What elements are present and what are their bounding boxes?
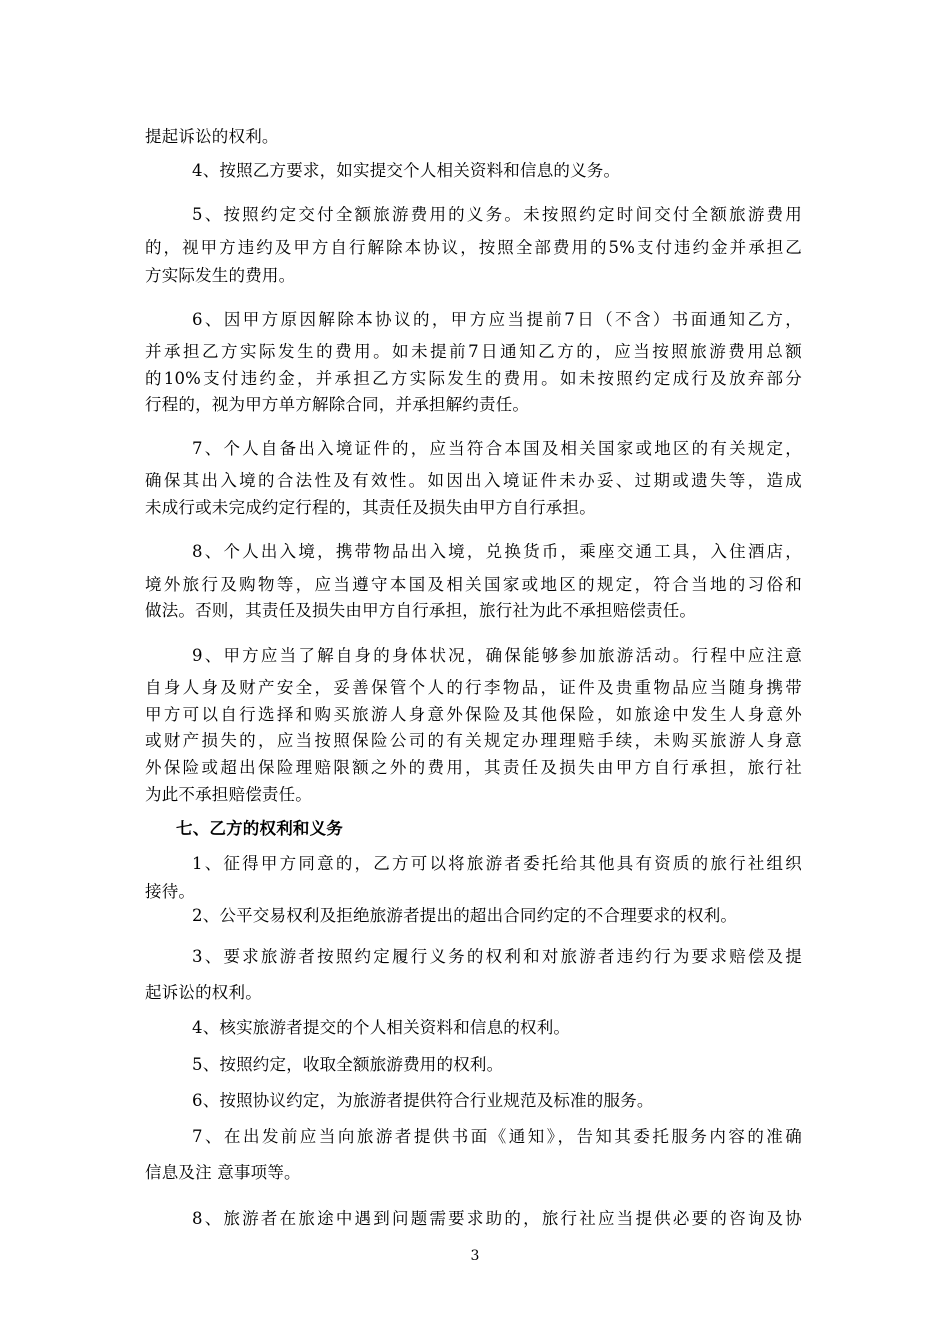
text-line: 为此不承担赔偿责任。: [145, 785, 312, 804]
text-line: 接待。: [145, 882, 196, 901]
section-heading: 七、乙方的权利和义务: [176, 819, 343, 838]
text-line: 6、因甲方原因解除本协议的，甲方应当提前7日（不含）书面通知乙方，: [192, 310, 802, 329]
text-line: 未成行或未完成约定行程的，其责任及损失由甲方自行承担。: [145, 498, 596, 517]
text-line: 8、旅游者在旅途中遇到问题需要求助的，旅行社应当提供必要的咨询及协: [192, 1209, 802, 1228]
text-line: 做法。否则，其责任及损失由甲方自行承担，旅行社为此不承担赔偿责任。: [145, 601, 697, 620]
text-line: 外保险或超出保险理赔限额之外的费用，其责任及损失由甲方自行承担，旅行社: [145, 758, 802, 777]
text-line: 行程的，视为甲方单方解除合同，并承担解约责任。: [145, 395, 530, 414]
text-line: 7、在出发前应当向旅游者提供书面《通知》，告知其委托服务内容的准确: [192, 1127, 802, 1146]
text-line: 自身人身及财产安全，妥善保管个人的行李物品，证件及贵重物品应当随身携带: [145, 678, 802, 697]
page-number: 3: [470, 1248, 480, 1264]
text-line: 甲方可以自行选择和购买旅游人身意外保险及其他保险，如旅途中发生人身意外: [145, 705, 802, 724]
text-line: 7、个人自备出入境证件的，应当符合本国及相关国家或地区的有关规定，: [192, 439, 802, 458]
text-line: 提起诉讼的权利。: [145, 127, 279, 146]
text-line: 9、甲方应当了解自身的身体状况，确保能够参加旅游活动。行程中应注意: [192, 646, 802, 665]
text-line: 方实际发生的费用。: [145, 266, 296, 285]
text-line: 1、征得甲方同意的，乙方可以将旅游者委托给其他具有资质的旅行社组织: [192, 854, 802, 873]
text-line: 确保其出入境的合法性及有效性。如因出入境证件未办妥、过期或遗失等，造成: [145, 471, 802, 490]
text-line: 信息及注 意事项等。: [145, 1163, 301, 1182]
text-line: 4、按照乙方要求，如实提交个人相关资料和信息的义务。: [192, 161, 621, 180]
text-line: 3、要求旅游者按照约定履行义务的权利和对旅游者违约行为要求赔偿及提: [192, 947, 802, 966]
text-line: 5、按照约定交付全额旅游费用的义务。未按照约定时间交付全额旅游费用: [192, 205, 802, 224]
text-line: 2、公平交易权利及拒绝旅游者提出的超出合同约定的不合理要求的权利。: [192, 906, 738, 925]
text-line: 境外旅行及购物等，应当遵守本国及相关国家或地区的规定，符合当地的习俗和: [145, 575, 802, 594]
text-line: 6、按照协议约定，为旅游者提供符合行业规范及标准的服务。: [192, 1091, 654, 1110]
text-line: 8、个人出入境，携带物品出入境，兑换货币，乘座交通工具，入住酒店，: [192, 542, 802, 561]
text-line: 5、按照约定，收取全额旅游费用的权利。: [192, 1055, 504, 1074]
text-line: 的，视甲方违约及甲方自行解除本协议，按照全部费用的5%支付违约金并承担乙: [145, 238, 802, 257]
text-line: 的10%支付违约金，并承担乙方实际发生的费用。如未按照约定成行及放弃部分: [145, 369, 802, 388]
text-line: 或财产损失的，应当按照保险公司的有关规定办理理赔手续，未购买旅游人身意: [145, 731, 802, 750]
text-line: 4、核实旅游者提交的个人相关资料和信息的权利。: [192, 1018, 571, 1037]
text-line: 并承担乙方实际发生的费用。如未提前7日通知乙方的，应当按照旅游费用总额: [145, 342, 802, 361]
text-line: 起诉讼的权利。: [145, 983, 262, 1002]
